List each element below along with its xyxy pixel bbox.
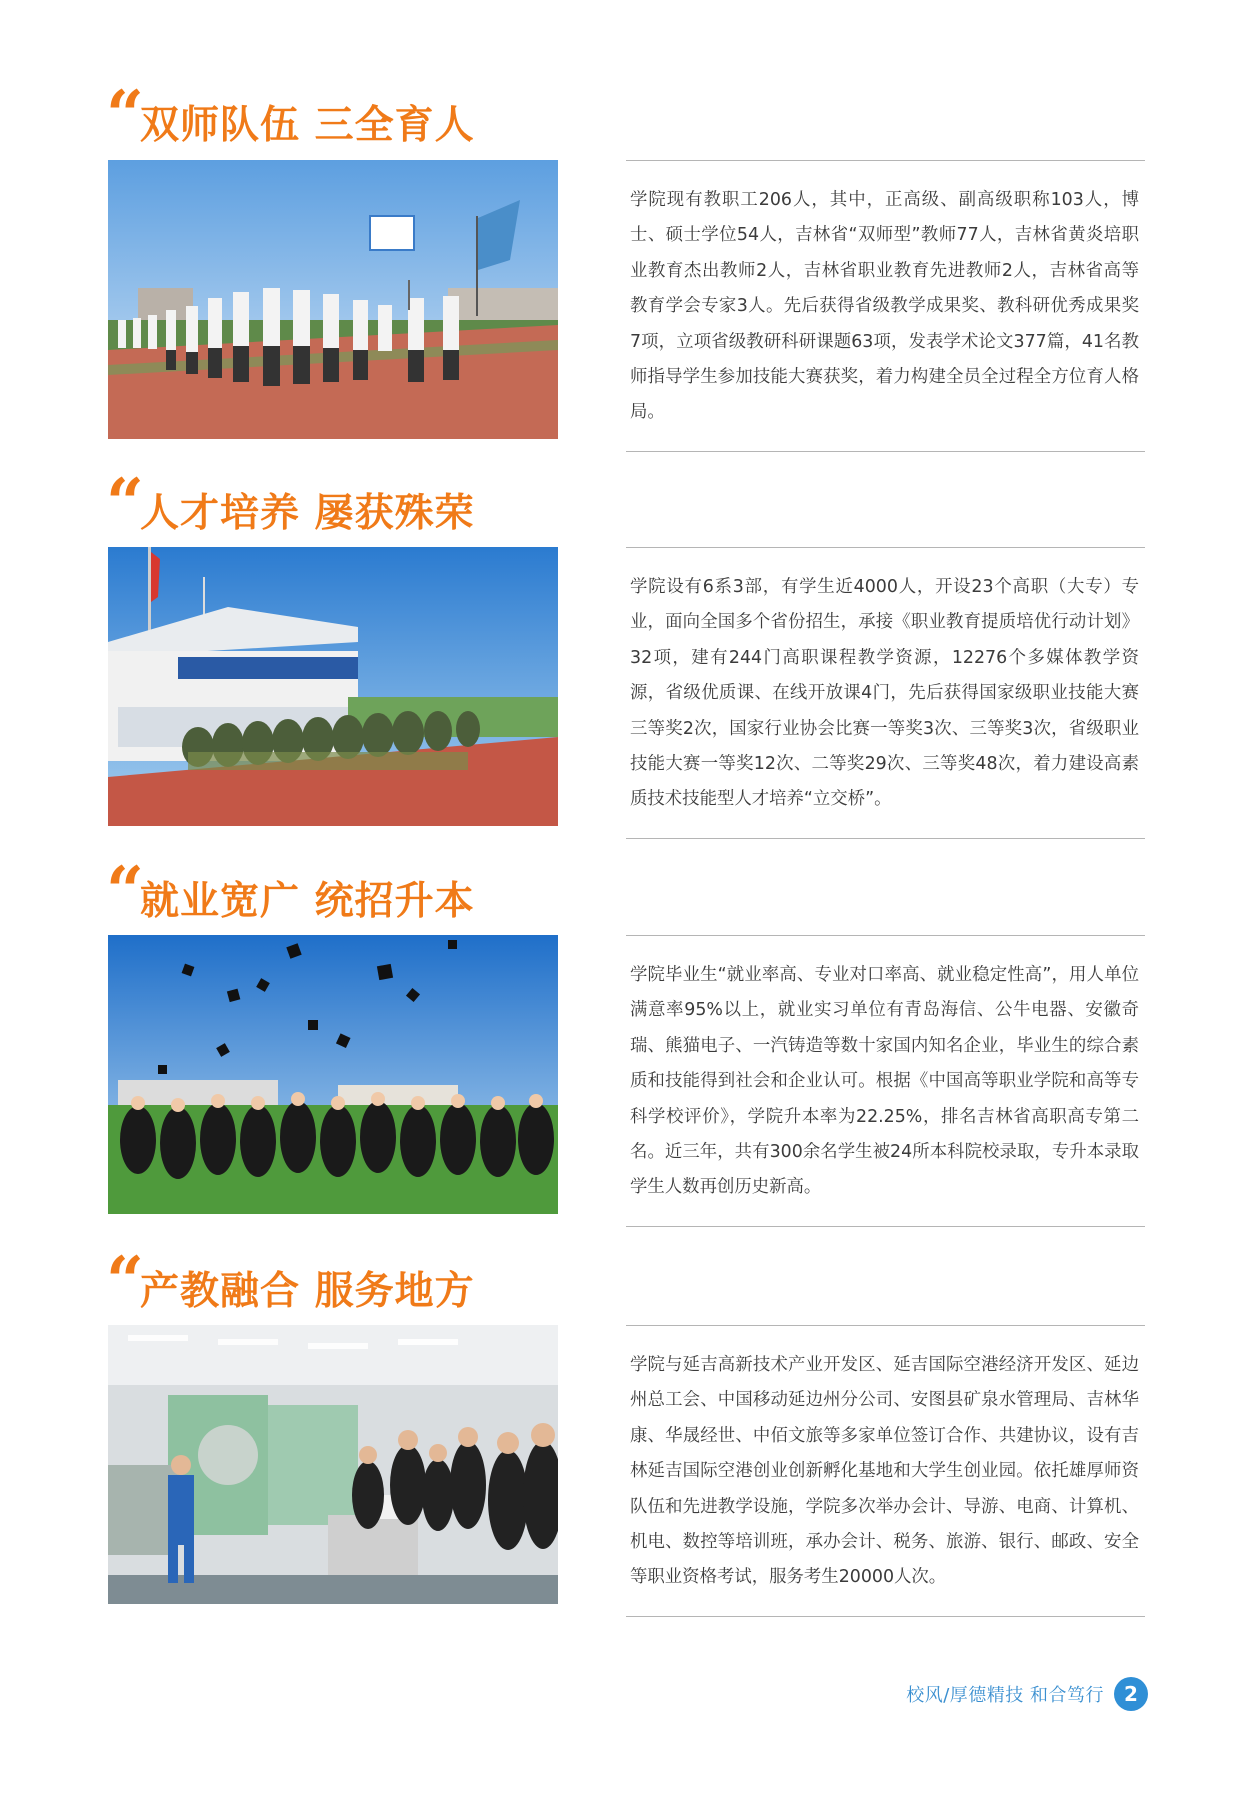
photo-teacher-parade <box>108 160 558 439</box>
section-title: 人才培养 屡获殊荣 <box>140 491 475 536</box>
photo-graduation <box>108 935 558 1214</box>
factory-visit-image <box>108 1325 558 1604</box>
section-title: 产教融合 服务地方 <box>140 1269 475 1314</box>
paragraph: 学院设有6系3部，有学生近4000人，开设23个高职（大专）专业，面向全国多个省份招生，承接《职业教育提质培优行动计划》32项，建有244门高职课程教学资源，12276个多媒体教学资源，省级优质课、在线开放课4门，先后获得国家级职业技能大赛三等奖2次，国家行业协会比赛一等奖3次、三等奖3次，省级职业技能大赛一等奖12次、二等奖29次、三等奖48次，着力建设高素质技术技能型人才培养“立交桥”。 <box>630 577 1139 810</box>
page-number-badge: 2 <box>1114 1677 1148 1711</box>
military-training-image <box>108 547 558 826</box>
text-block-teachers <box>626 160 1145 452</box>
footer-motto: 校风/厚德精技 和合笃行 <box>906 1685 1104 1706</box>
paragraph: 学院现有教职工206人，其中，正高级、副高级职称103人，博士、硕士学位54人，吉林省“双师型”教师77人，吉林省黄炎培职业教育杰出教师2人，吉林省职业教育先进教师2人，吉林省高等教育学会专家3人。先后获得省级教学成果奖、教科研优秀成果奖7项，立项省级教研科研课题63项，发表学术论文377篇，41名教师指导学生参加技能大赛获奖，着力构建全员全过程全方位育人格局。 <box>630 190 1139 423</box>
page-footer <box>906 1676 1148 1712</box>
photo-factory-visit <box>108 1325 558 1604</box>
paragraph: 学院与延吉高新技术产业开发区、延吉国际空港经济开发区、延边州总工会、中国移动延边州分公司、安图县矿泉水管理局、吉林华康、华晟经世、中佰文旅等多家单位签订合作、共建协议，设有吉林延吉国际空港创业创新孵化基地和大学生创业园。依托雄厚师资队伍和先进教学设施，学院多次举办会计、导游、电商、计算机、机电、数控等培训班，承办会计、税务、旅游、银行、邮政、安全等职业资格考试，服务考生20000人次。 <box>630 1355 1139 1588</box>
teacher-parade-image <box>108 160 558 439</box>
text-block-employment <box>626 935 1145 1227</box>
quote-mark-icon: “ <box>106 76 144 154</box>
quote-mark-icon: “ <box>106 852 144 930</box>
section-title: 就业宽广 统招升本 <box>140 879 475 924</box>
section-title: 双师队伍 三全育人 <box>140 103 475 148</box>
graduation-image <box>108 935 558 1214</box>
quote-mark-icon: “ <box>106 464 144 542</box>
paragraph: 学院毕业生“就业率高、专业对口率高、就业稳定性高”，用人单位满意率95%以上，就业实习单位有青岛海信、公牛电器、安徽奇瑞、熊猫电子、一汽铸造等数十家国内知名企业，毕业生的综合素质和技能得到社会和企业认可。根据《中国高等职业学院和高等专科学校评价》，学院升本率为22.25%，排名吉林省高职高专第二名。近三年，共有300余名学生被24所本科院校录取，专升本录取学生人数再创历史新高。 <box>630 965 1139 1198</box>
text-block-industry <box>626 1325 1145 1617</box>
photo-military-training <box>108 547 558 826</box>
quote-mark-icon: “ <box>106 1242 144 1320</box>
text-block-training <box>626 547 1145 839</box>
